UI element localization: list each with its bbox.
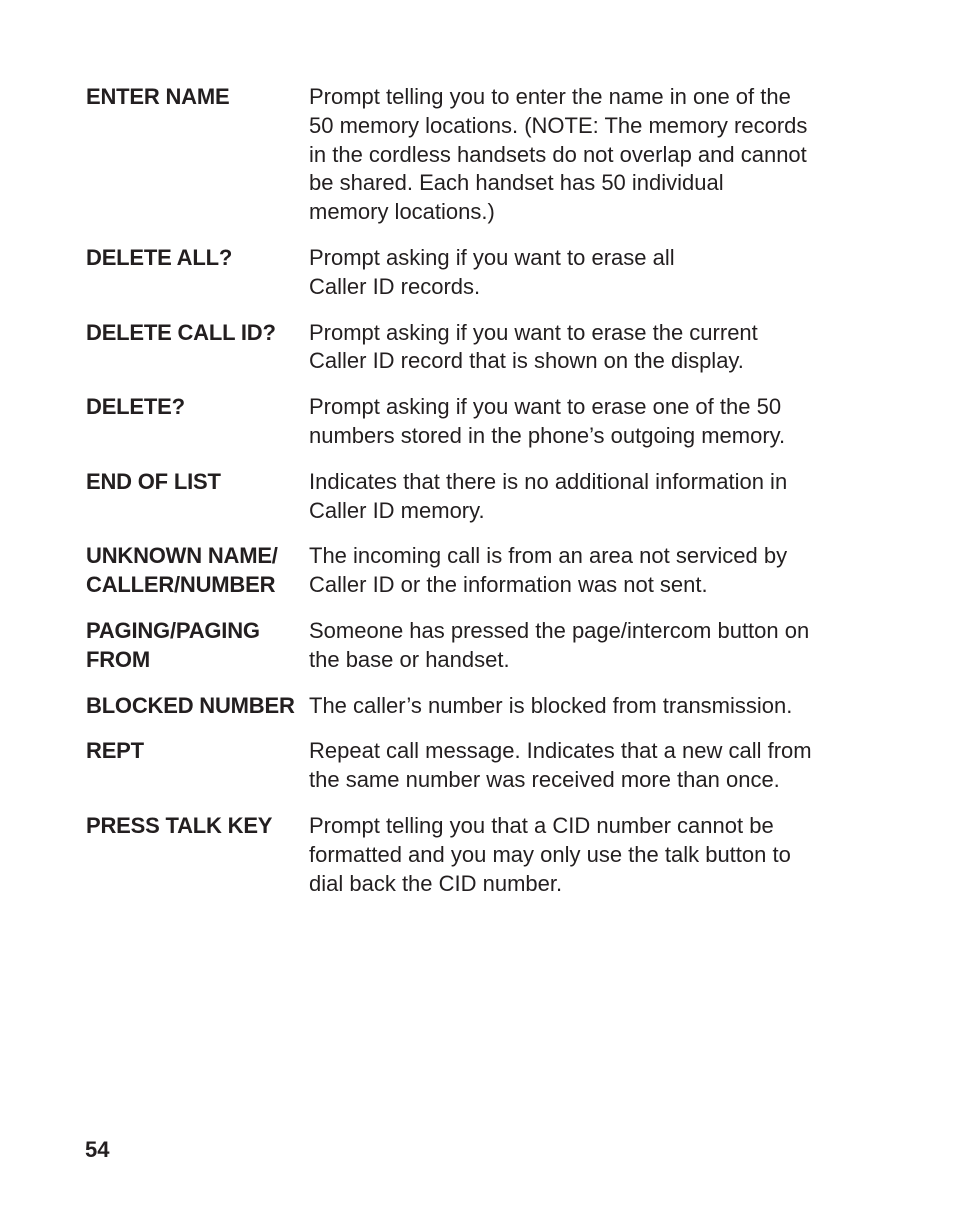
glossary-entry <box>86 244 856 302</box>
glossary-term: ENTER NAME <box>86 84 230 109</box>
glossary-entry <box>86 319 856 377</box>
glossary-term: DELETE? <box>86 394 185 420</box>
glossary-entry <box>86 737 856 795</box>
display-messages-glossary <box>86 83 856 915</box>
glossary-definition: Prompt telling you that a CID number cannot be formatted and you may only use the talk button to dial back the CID number. <box>309 812 791 896</box>
glossary-term: REPT <box>86 738 144 764</box>
glossary-entry <box>86 83 856 227</box>
glossary-definition: Indicates that there is no additional information in Caller ID memory. <box>309 468 788 523</box>
page-number: 54 <box>85 1137 110 1162</box>
glossary-definition: Someone has pressed the page/intercom button on the base or handset. <box>309 617 810 672</box>
glossary-entry <box>86 692 856 721</box>
glossary-definition: Prompt asking if you want to erase one of the 50 numbers stored in the phone’s outgoing memory. <box>309 394 786 448</box>
glossary-term: DELETE CALL ID? <box>86 319 276 345</box>
glossary-definition: Prompt telling you to enter the name in one of the 50 memory locations. (NOTE: The memory records in the cordless handsets do not overlap and cannot be shared. Each handset has 50 individual memory locations.) <box>309 84 808 225</box>
glossary-definition: The caller’s number is blocked from transmission. <box>309 692 793 718</box>
glossary-entry <box>86 812 856 898</box>
glossary-definition: The incoming call is from an area not serviced by Caller ID or the information was not sent. <box>309 543 788 598</box>
glossary-term: UNKNOWN NAME/ CALLER/NUMBER <box>86 543 278 598</box>
glossary-definition: Repeat call message. Indicates that a new call from the same number was received more than once. <box>309 738 812 793</box>
glossary-entry <box>86 617 856 675</box>
glossary-definition: Prompt asking if you want to erase all Caller ID records. <box>309 244 675 299</box>
glossary-term: END OF LIST <box>86 468 221 494</box>
glossary-definition: Prompt asking if you want to erase the current Caller ID record that is shown on the display. <box>309 319 758 374</box>
glossary-term: PRESS TALK KEY <box>86 812 273 838</box>
glossary-term: BLOCKED NUMBER <box>86 692 295 718</box>
glossary-entry <box>86 542 856 600</box>
glossary-term: DELETE ALL? <box>86 244 233 270</box>
glossary-entry <box>86 393 856 451</box>
glossary-entry <box>86 468 856 526</box>
glossary-term: PAGING/PAGING FROM <box>86 617 260 672</box>
